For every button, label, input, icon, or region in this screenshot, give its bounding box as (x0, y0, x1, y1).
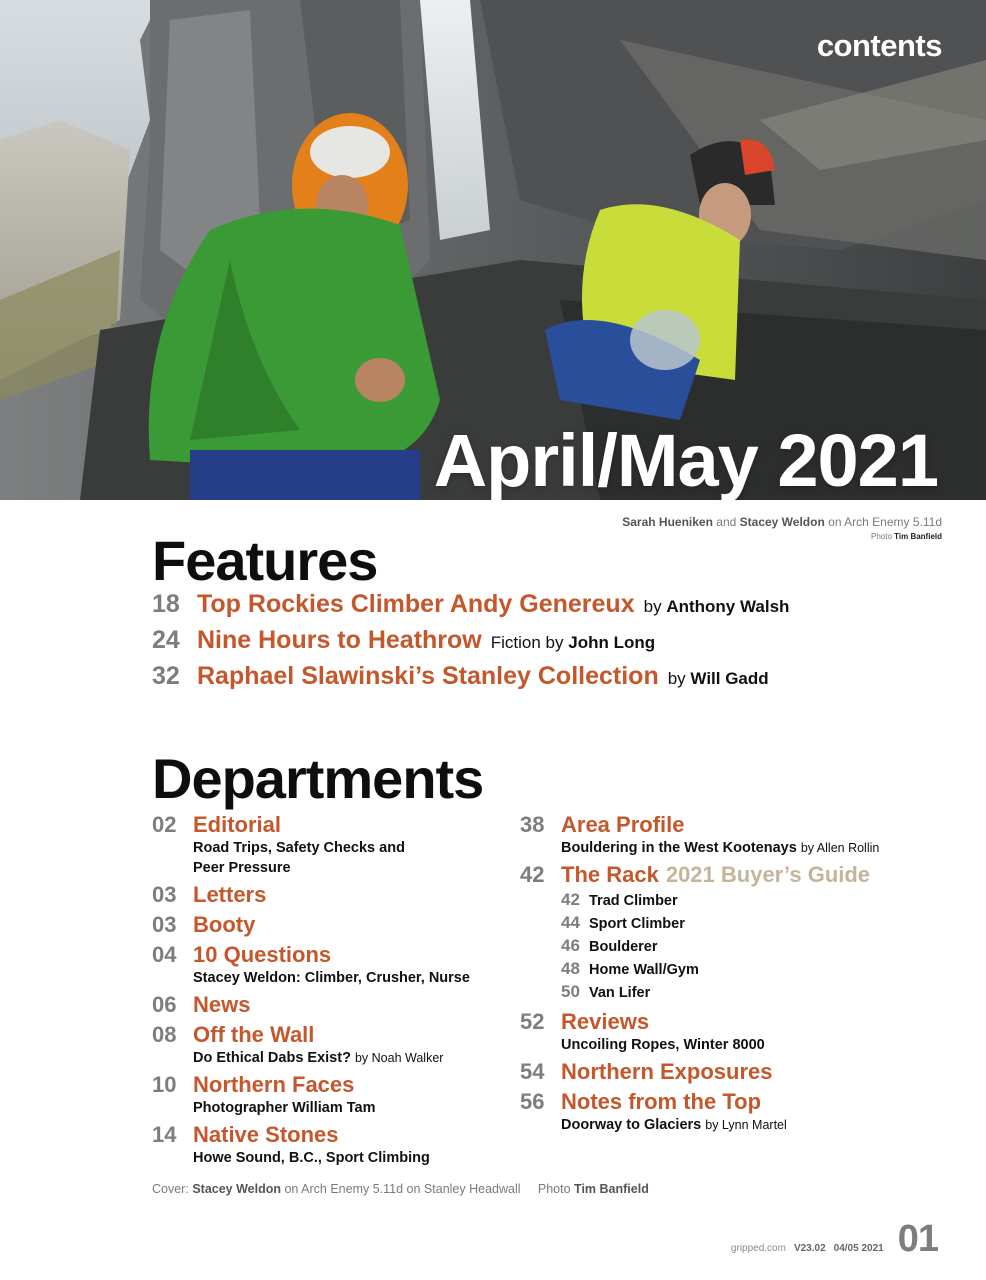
site-url[interactable]: gripped.com (730, 1243, 786, 1254)
department-page-number: 03 (152, 882, 177, 907)
department-page-number: 02 (152, 812, 177, 837)
department-item[interactable] (152, 912, 512, 938)
sub-item-title: Sport Climber (589, 916, 685, 932)
department-item[interactable] (152, 1022, 512, 1068)
page-number: 01 (897, 1218, 938, 1260)
department-item[interactable] (152, 812, 512, 878)
department-subtitle: Photographer William Tam (193, 1100, 376, 1116)
feature-byline: Fiction by John Long (490, 633, 656, 652)
department-page-number: 56 (520, 1089, 545, 1114)
feature-page-number: 24 (152, 626, 180, 654)
department-item[interactable] (520, 1059, 940, 1085)
caption-photo-label: Photo (871, 532, 892, 541)
department-title: News (193, 992, 251, 1017)
department-title: The Rack (561, 862, 659, 887)
feature-page-number: 32 (152, 662, 180, 690)
feature-byline: by Anthony Walsh (643, 597, 790, 616)
cover-credit: Cover: Stacey Weldon on Arch Enemy 5.11d on Stanley Headwall Photo Tim Banfield (152, 1182, 649, 1196)
department-page-number: 54 (520, 1059, 545, 1084)
department-title: Off the Wall (193, 1022, 315, 1047)
feature-author: John Long (568, 633, 656, 652)
feature-byline: by Will Gadd (667, 669, 769, 688)
department-item[interactable] (152, 882, 512, 908)
rack-sub-item[interactable] (561, 959, 940, 982)
department-page-number: 52 (520, 1009, 545, 1034)
department-title: Editorial (193, 812, 282, 837)
department-subtitle: Do Ethical Dabs Exist? by Noah Walker (193, 1050, 444, 1066)
sub-item-title: Trad Climber (589, 893, 678, 909)
department-subtitle: Bouldering in the West Kootenays by Allen Rollin (561, 840, 880, 856)
department-item[interactable] (152, 942, 512, 988)
department-page-number: 14 (152, 1122, 177, 1147)
department-title: Native Stones (193, 1122, 339, 1147)
department-title: Northern Exposures (561, 1059, 773, 1084)
departments-left-column (152, 812, 512, 1172)
department-byline: by Noah Walker (354, 1051, 444, 1065)
department-item[interactable] (152, 1072, 512, 1118)
feature-item[interactable] (152, 626, 789, 662)
sub-item-page-number: 44 (561, 913, 580, 932)
department-item[interactable] (520, 1089, 940, 1135)
department-byline: by Allen Rollin (800, 841, 880, 855)
caption-line-1 (622, 515, 942, 529)
department-subtitle: Uncoiling Ropes, Winter 8000 (561, 1037, 765, 1053)
sub-item-title: Boulderer (589, 939, 658, 955)
caption-line-2 (622, 532, 942, 541)
caption-person-2: Stacey Weldon (739, 515, 825, 529)
department-title: Reviews (561, 1009, 650, 1034)
department-page-number: 10 (152, 1072, 177, 1097)
sub-item-title: Van Lifer (589, 985, 651, 1001)
department-page-number: 42 (520, 862, 545, 887)
features-list (152, 590, 789, 698)
caption-photographer: Tim Banfield (894, 532, 942, 541)
department-subtitle: Road Trips, Safety Checks and Peer Pressure (193, 840, 405, 876)
sub-item-page-number: 46 (561, 936, 580, 955)
buyers-guide-label: 2021 Buyer’s Guide (665, 862, 871, 887)
contents-label: contents (816, 28, 942, 63)
department-item[interactable] (520, 812, 940, 858)
department-title: Area Profile (561, 812, 685, 837)
caption-and: and (716, 515, 737, 529)
sub-item-page-number: 50 (561, 982, 580, 1001)
photo-caption (622, 515, 942, 541)
features-heading: Features (152, 529, 378, 592)
sub-item-page-number: 42 (561, 890, 580, 909)
feature-item[interactable] (152, 590, 789, 626)
department-subtitle: Doorway to Glaciers by Lynn Martel (561, 1117, 787, 1133)
feature-author: Anthony Walsh (666, 597, 790, 616)
caption-route: on Arch Enemy 5.11d (828, 515, 942, 529)
department-item-the-rack[interactable] (520, 862, 940, 1005)
page-footer (731, 1218, 938, 1261)
feature-title: Top Rockies Climber Andy Genereux (197, 590, 635, 618)
departments-right-column (520, 812, 940, 1139)
cover-person: Stacey Weldon (192, 1182, 281, 1196)
department-title: Notes from the Top (561, 1089, 762, 1114)
rack-sub-item[interactable] (561, 913, 940, 936)
department-title: Northern Faces (193, 1072, 355, 1097)
department-subtitle: Stacey Weldon: Climber, Crusher, Nurse (193, 970, 470, 986)
sub-item-page-number: 48 (561, 959, 580, 978)
department-page-number: 38 (520, 812, 545, 837)
department-page-number: 08 (152, 1022, 177, 1047)
feature-title: Nine Hours to Heathrow (197, 626, 482, 654)
department-title: 10 Questions (193, 942, 332, 967)
department-item[interactable] (152, 992, 512, 1018)
rack-sub-item[interactable] (561, 936, 940, 959)
issue-date-title: April/May 2021 (433, 419, 938, 500)
volume-label: V23.02 (793, 1243, 826, 1254)
department-item[interactable] (520, 1009, 940, 1055)
feature-page-number: 18 (152, 590, 180, 618)
cover-photographer: Tim Banfield (574, 1182, 649, 1196)
department-subtitle: Howe Sound, B.C., Sport Climbing (193, 1150, 430, 1166)
department-page-number: 03 (152, 912, 177, 937)
feature-title: Raphael Slawinski’s Stanley Collection (197, 662, 659, 690)
department-byline: by Lynn Martel (705, 1118, 787, 1132)
department-page-number: 06 (152, 992, 177, 1017)
cover-photo (0, 0, 986, 500)
feature-author: Will Gadd (690, 669, 769, 688)
feature-item[interactable] (152, 662, 789, 698)
sub-item-title: Home Wall/Gym (589, 962, 699, 978)
rack-sub-list (561, 890, 940, 1005)
department-title: Booty (193, 912, 256, 937)
department-page-number: 04 (152, 942, 177, 967)
caption-person-1: Sarah Hueniken (622, 515, 713, 529)
department-title: Letters (193, 882, 267, 907)
department-item[interactable] (152, 1122, 512, 1168)
rack-sub-item[interactable] (561, 982, 940, 1005)
issue-date-label: 04/05 2021 (833, 1243, 884, 1254)
departments-heading: Departments (152, 747, 484, 810)
rack-sub-item[interactable] (561, 890, 940, 913)
